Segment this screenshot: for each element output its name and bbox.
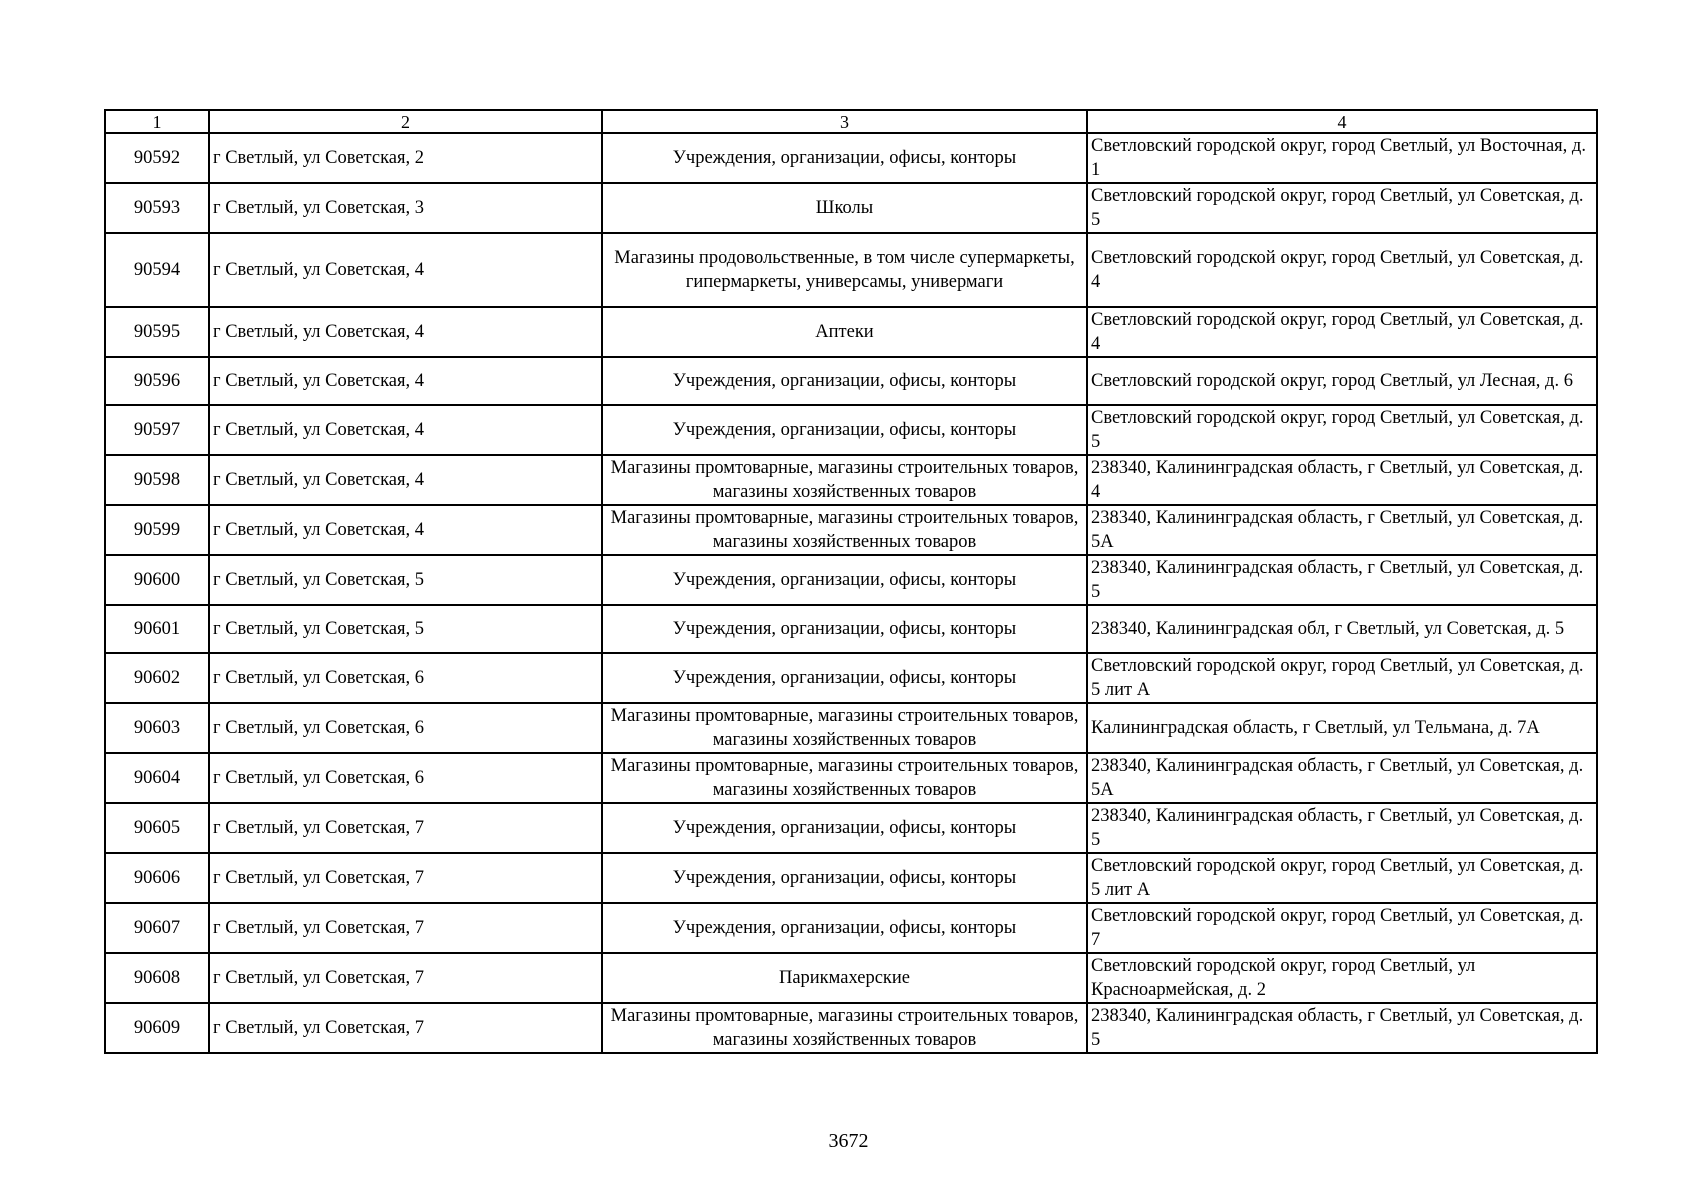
row-address: г Светлый, ул Советская, 4 — [209, 233, 602, 307]
header-cell-4: 4 — [1087, 110, 1597, 133]
table-row — [105, 1003, 1597, 1053]
row-id: 90598 — [105, 455, 209, 505]
row-location: Светловский городской округ, город Светлый, ул Советская, д. 5 лит А — [1087, 653, 1597, 703]
row-id: 90593 — [105, 183, 209, 233]
row-location: 238340, Калининградская область, г Светлый, ул Советская, д. 4 — [1087, 455, 1597, 505]
row-id: 90595 — [105, 307, 209, 357]
row-address: г Светлый, ул Советская, 5 — [209, 605, 602, 653]
row-location: Светловский городской округ, город Светлый, ул Советская, д. 4 — [1087, 233, 1597, 307]
row-address: г Светлый, ул Советская, 7 — [209, 853, 602, 903]
row-category: Аптеки — [602, 307, 1087, 357]
header-cell-2: 2 — [209, 110, 602, 133]
table-row — [105, 953, 1597, 1003]
row-address: г Светлый, ул Советская, 7 — [209, 903, 602, 953]
header-row — [105, 110, 1597, 133]
row-id: 90592 — [105, 133, 209, 183]
row-category: Учреждения, организации, офисы, конторы — [602, 605, 1087, 653]
row-id: 90603 — [105, 703, 209, 753]
row-category: Учреждения, организации, офисы, конторы — [602, 133, 1087, 183]
table-row — [105, 133, 1597, 183]
row-category: Учреждения, организации, офисы, конторы — [602, 653, 1087, 703]
row-location: Светловский городской округ, город Светлый, ул Советская, д. 5 — [1087, 183, 1597, 233]
row-category: Учреждения, организации, офисы, конторы — [602, 357, 1087, 405]
row-location: 238340, Калининградская обл, г Светлый, ул Советская, д. 5 — [1087, 605, 1597, 653]
row-location: 238340, Калининградская область, г Светлый, ул Советская, д. 5 — [1087, 803, 1597, 853]
row-location: Светловский городской округ, город Светлый, ул Советская, д. 4 — [1087, 307, 1597, 357]
table-row — [105, 307, 1597, 357]
row-location: Светловский городской округ, город Светлый, ул Восточная, д. 1 — [1087, 133, 1597, 183]
row-id: 90594 — [105, 233, 209, 307]
row-id: 90604 — [105, 753, 209, 803]
row-address: г Светлый, ул Советская, 7 — [209, 953, 602, 1003]
table-row — [105, 605, 1597, 653]
table-row — [105, 903, 1597, 953]
row-address: г Светлый, ул Советская, 5 — [209, 555, 602, 605]
row-address: г Светлый, ул Советская, 4 — [209, 357, 602, 405]
page-number: 3672 — [828, 1130, 869, 1152]
row-id: 90609 — [105, 1003, 209, 1053]
row-location: Светловский городской округ, город Светлый, ул Лесная, д. 6 — [1087, 357, 1597, 405]
row-id: 90606 — [105, 853, 209, 903]
row-location: Светловский городской округ, город Светлый, ул Советская, д. 5 — [1087, 405, 1597, 455]
row-address: г Светлый, ул Советская, 4 — [209, 405, 602, 455]
row-location: Светловский городской округ, город Светлый, ул Советская, д. 7 — [1087, 903, 1597, 953]
row-id: 90599 — [105, 505, 209, 555]
table-row — [105, 653, 1597, 703]
row-location: Калининградская область, г Светлый, ул Тельмана, д. 7А — [1087, 703, 1597, 753]
row-category: Школы — [602, 183, 1087, 233]
row-category: Магазины промтоварные, магазины строительных товаров, магазины хозяйственных товаров — [602, 505, 1087, 555]
row-id: 90605 — [105, 803, 209, 853]
row-location: Светловский городской округ, город Светлый, ул Советская, д. 5 лит А — [1087, 853, 1597, 903]
row-category: Учреждения, организации, офисы, конторы — [602, 853, 1087, 903]
row-category: Парикмахерские — [602, 953, 1087, 1003]
table-row — [105, 405, 1597, 455]
row-id: 90601 — [105, 605, 209, 653]
header-cell-3: 3 — [602, 110, 1087, 133]
table-row — [105, 555, 1597, 605]
row-id: 90602 — [105, 653, 209, 703]
row-location: 238340, Калининградская область, г Светлый, ул Советская, д. 5А — [1087, 753, 1597, 803]
table-row — [105, 357, 1597, 405]
table-row — [105, 233, 1597, 307]
row-address: г Светлый, ул Советская, 6 — [209, 653, 602, 703]
row-address: г Светлый, ул Советская, 2 — [209, 133, 602, 183]
data-table — [104, 109, 1598, 1054]
table-row — [105, 853, 1597, 903]
table-row — [105, 803, 1597, 853]
row-location: 238340, Калининградская область, г Светлый, ул Советская, д. 5 — [1087, 1003, 1597, 1053]
row-id: 90597 — [105, 405, 209, 455]
row-address: г Светлый, ул Советская, 3 — [209, 183, 602, 233]
row-id: 90596 — [105, 357, 209, 405]
row-location: 238340, Калининградская область, г Светлый, ул Советская, д. 5 — [1087, 555, 1597, 605]
table-row — [105, 505, 1597, 555]
row-address: г Светлый, ул Советская, 6 — [209, 703, 602, 753]
row-category: Магазины промтоварные, магазины строительных товаров, магазины хозяйственных товаров — [602, 455, 1087, 505]
row-category: Учреждения, организации, офисы, конторы — [602, 405, 1087, 455]
row-address: г Светлый, ул Советская, 7 — [209, 803, 602, 853]
table-row — [105, 753, 1597, 803]
table-row — [105, 455, 1597, 505]
row-address: г Светлый, ул Советская, 6 — [209, 753, 602, 803]
row-id: 90600 — [105, 555, 209, 605]
row-category: Учреждения, организации, офисы, конторы — [602, 555, 1087, 605]
row-id: 90607 — [105, 903, 209, 953]
row-category: Магазины промтоварные, магазины строительных товаров, магазины хозяйственных товаров — [602, 1003, 1087, 1053]
row-category: Магазины промтоварные, магазины строительных товаров, магазины хозяйственных товаров — [602, 703, 1087, 753]
row-address: г Светлый, ул Советская, 4 — [209, 505, 602, 555]
row-id: 90608 — [105, 953, 209, 1003]
row-location: 238340, Калининградская область, г Светлый, ул Советская, д. 5А — [1087, 505, 1597, 555]
row-category: Учреждения, организации, офисы, конторы — [602, 903, 1087, 953]
row-category: Учреждения, организации, офисы, конторы — [602, 803, 1087, 853]
row-location: Светловский городской округ, город Светлый, ул Красноармейская, д. 2 — [1087, 953, 1597, 1003]
table-row — [105, 183, 1597, 233]
row-category: Магазины продовольственные, в том числе супермаркеты, гипермаркеты, универсамы, универмаги — [602, 233, 1087, 307]
row-category: Магазины промтоварные, магазины строительных товаров, магазины хозяйственных товаров — [602, 753, 1087, 803]
table-row — [105, 703, 1597, 753]
row-address: г Светлый, ул Советская, 7 — [209, 1003, 602, 1053]
header-cell-1: 1 — [105, 110, 209, 133]
row-address: г Светлый, ул Советская, 4 — [209, 455, 602, 505]
row-address: г Светлый, ул Советская, 4 — [209, 307, 602, 357]
